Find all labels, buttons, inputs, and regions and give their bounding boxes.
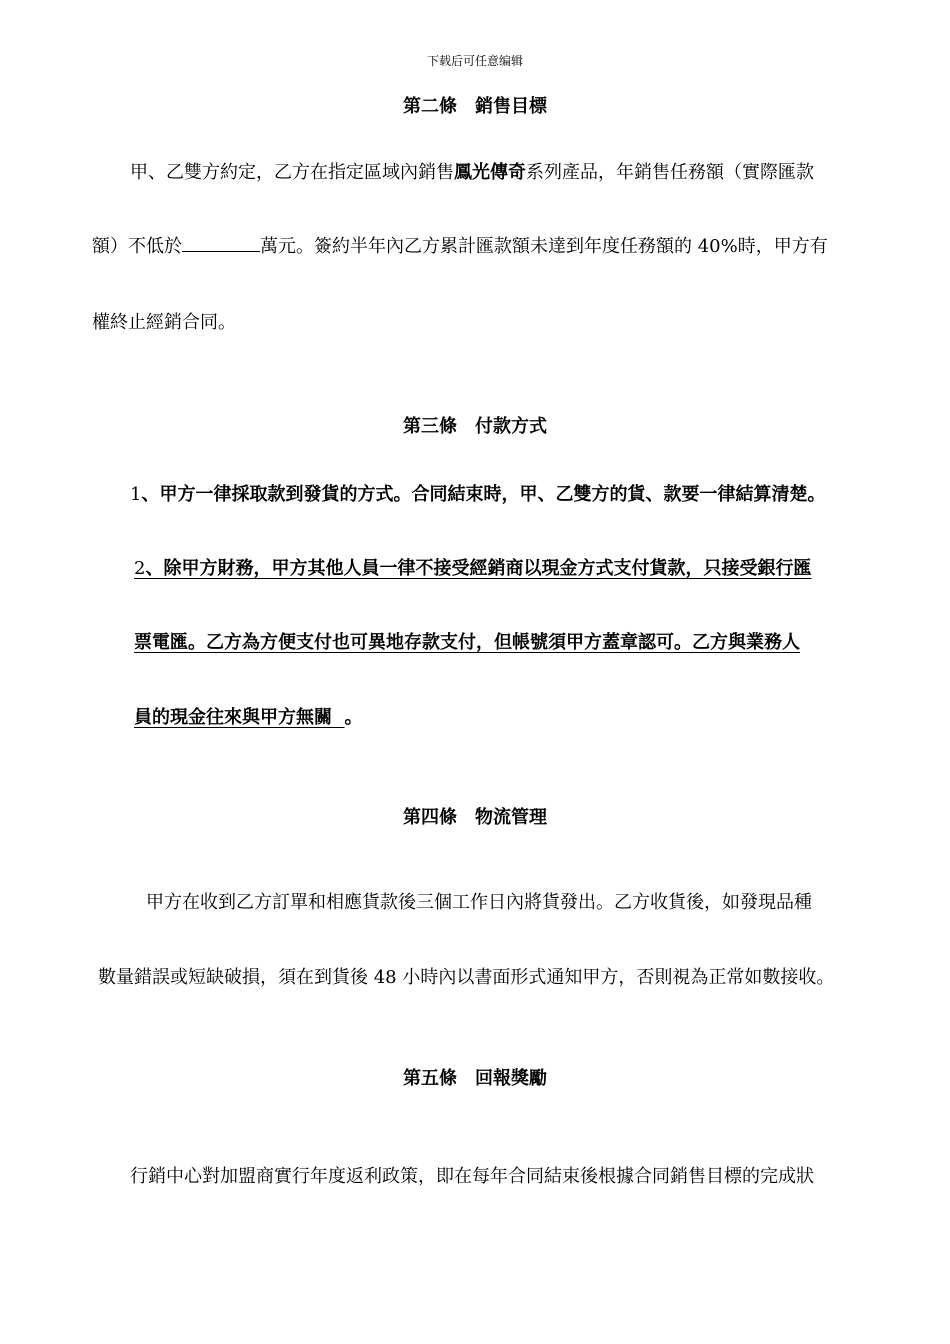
article-3-item-2-line-1 xyxy=(134,554,811,580)
percentage-value: 40% xyxy=(697,236,738,257)
item-text: 員的現金往來與甲方無關 xyxy=(134,707,332,728)
article-3-item-2-line-2: 票電匯。乙方為方便支付也可異地存款支付，但帳號須甲方蓋章認可。乙方與業務人 xyxy=(134,632,800,653)
article-4-title: 第四條 物流管理 xyxy=(403,807,547,828)
item-text: 、除甲方財務，甲方其他人員一律不接受經銷商以現金方式支付貨款，只接受銀行匯 xyxy=(145,558,812,579)
article-2-title: 第二條 銷售目標 xyxy=(403,96,547,117)
header-note: 下载后可任意编辑 xyxy=(426,54,523,68)
article-3-item-2-line-3 xyxy=(134,703,363,729)
article-2-text: 時，甲方有 xyxy=(737,236,828,257)
article-3-item-1 xyxy=(130,480,825,506)
article-2-text: 萬元。簽約半年內乙方累計匯款額未達到年度任務額的 xyxy=(260,236,692,257)
article-5-title: 第五條 回報獎勵 xyxy=(403,1068,547,1089)
article-4-paragraph-line-2 xyxy=(98,963,834,989)
item-number: 1 xyxy=(130,484,142,505)
article-4-paragraph-line-1: 甲方在收到乙方訂單和相應貨款後三個工作日內將貨發出。乙方收貨後，如發現品種 xyxy=(146,892,812,913)
item-number: 2 xyxy=(134,558,146,579)
article-2-text: 甲、乙雙方約定，乙方在指定區域內銷售 xyxy=(130,162,454,183)
article-2-paragraph-line-3: 權終止經銷合同。 xyxy=(92,312,236,333)
article-2-text: 額）不低於 xyxy=(92,236,182,257)
article-2-paragraph-line-2 xyxy=(92,232,828,258)
item-text: 、甲方一律採取款到發貨的方式。合同結束時，甲、乙雙方的貨、款要一律結算清楚。 xyxy=(141,484,826,505)
hours-value: 48 xyxy=(373,967,397,988)
article-5-paragraph-line-1: 行銷中心對加盟商實行年度返利政策，即在每年合同結束後根據合同銷售目標的完成狀 xyxy=(130,1166,814,1187)
article-2-text: 系列產品，年銷售任務額（實際匯款 xyxy=(526,162,814,183)
article-4-text: 數量錯誤或短缺破損，須在到貨後 xyxy=(98,967,368,988)
article-4-text: 小時內以書面形式通知甲方，否則視為正常如數接收。 xyxy=(402,967,835,988)
article-3-title: 第三條 付款方式 xyxy=(403,416,547,437)
article-2-paragraph-line-1 xyxy=(130,158,814,184)
brand-name: 鳳光傳奇 xyxy=(454,162,526,183)
item-end: 。 xyxy=(344,707,363,728)
amount-blank xyxy=(182,237,260,252)
